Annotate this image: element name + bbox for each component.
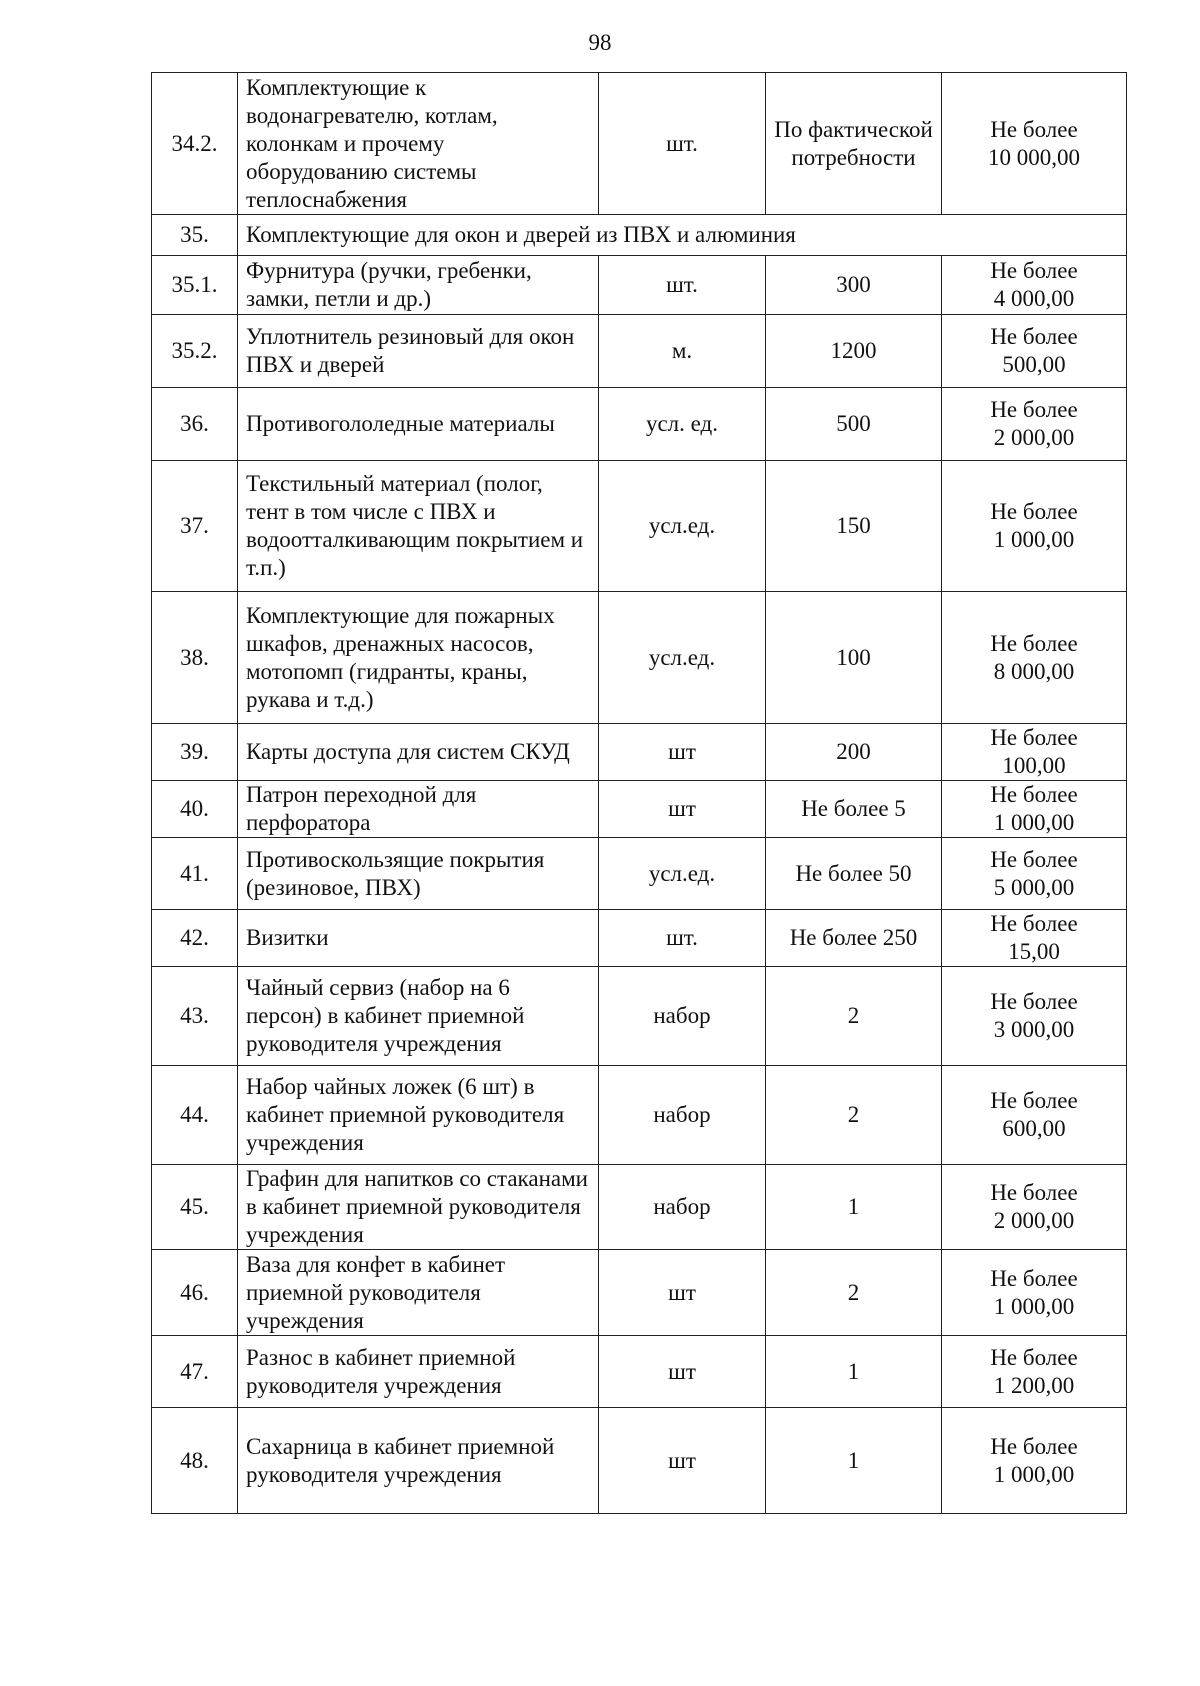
table-row [152,967,1127,1066]
price-prefix: Не более [990,782,1078,807]
price-value: 1 000,00 [993,810,1075,835]
price-value: 600,00 [1002,1116,1066,1141]
table-row [152,461,1127,592]
price-value: 1 000,00 [993,1293,1075,1319]
item-unit: шт [599,781,766,838]
item-unit: усл. ед. [599,388,766,461]
row-number: 38. [152,592,238,724]
price-value: 10 000,00 [988,144,1080,170]
item-unit: усл.ед. [599,838,766,910]
price-prefix: Не более [990,258,1078,283]
price-prefix: Не более [990,397,1078,422]
price-prefix: Не более [990,1344,1078,1370]
price-value: 500,00 [1002,352,1066,377]
price-value: 100,00 [1002,753,1066,778]
table-row [152,215,1127,256]
price-value: 5 000,00 [993,874,1075,900]
item-price [942,967,1127,1066]
price-value: 1 000,00 [993,527,1075,552]
price-prefix: Не более [990,1433,1078,1459]
item-price [942,315,1127,388]
items-table-body [152,73,1127,1514]
row-number: 36. [152,388,238,461]
row-number: 43. [152,967,238,1066]
item-unit: м. [599,315,766,388]
item-quantity: 2 [766,1250,942,1336]
price-prefix: Не более [990,324,1078,349]
item-unit: усл.ед. [599,461,766,592]
row-number: 44. [152,1066,238,1165]
item-name: Сахарница в кабинет приемной руководителя учреждения [238,1408,599,1514]
item-name: Текстильный материал (полог, тент в том числе с ПВХ и водоотталкивающим покрытием и т.п.) [238,461,599,592]
item-quantity: 500 [766,388,942,461]
table-row [152,1408,1127,1514]
price-prefix: Не более [990,846,1078,872]
item-unit: шт [599,1250,766,1336]
item-name: Противогололедные материалы [238,388,599,461]
table-row [152,781,1127,838]
item-quantity: 2 [766,1066,942,1165]
price-value: 3 000,00 [993,1017,1075,1042]
table-row [152,1066,1127,1165]
price-value: 1 200,00 [993,1372,1075,1398]
item-price [942,1408,1127,1514]
item-quantity: 1 [766,1408,942,1514]
item-unit: усл.ед. [599,592,766,724]
table-row [152,1336,1127,1408]
row-number: 35.2. [152,315,238,388]
item-quantity: 2 [766,967,942,1066]
item-quantity: 1 [766,1165,942,1250]
item-price [942,838,1127,910]
table-row [152,388,1127,461]
table-row [152,1250,1127,1336]
section-title: Комплектующие для окон и дверей из ПВХ и алюминия [238,215,1127,256]
item-unit: шт. [599,73,766,215]
item-name: Карты доступа для систем СКУД [238,724,599,781]
table-row [152,73,1127,215]
item-price [942,73,1127,215]
item-quantity: Не более 5 [766,781,942,838]
price-value: 4 000,00 [993,286,1075,311]
table-row [152,910,1127,967]
item-unit: набор [599,1066,766,1165]
item-name: Противоскользящие покрытия (резиновое, ПВХ) [238,838,599,910]
row-number: 48. [152,1408,238,1514]
item-quantity: Не более 50 [766,838,942,910]
row-number: 35.1. [152,256,238,315]
item-quantity: По фактической потребности [766,73,942,215]
item-unit: шт [599,1336,766,1408]
row-number: 40. [152,781,238,838]
price-value: 15,00 [1008,939,1060,964]
item-name: Уплотнитель резиновый для окон ПВХ и дверей [238,315,599,388]
item-quantity: 1 [766,1336,942,1408]
item-price [942,781,1127,838]
price-prefix: Не более [990,1265,1078,1291]
item-quantity: Не более 250 [766,910,942,967]
table-row [152,256,1127,315]
row-number: 45. [152,1165,238,1250]
price-prefix: Не более [990,1180,1078,1205]
item-price [942,592,1127,724]
item-unit: набор [599,1165,766,1250]
item-unit: шт. [599,910,766,967]
item-price [942,461,1127,592]
price-prefix: Не более [990,911,1078,936]
row-number: 42. [152,910,238,967]
price-prefix: Не более [990,725,1078,750]
item-price [942,1336,1127,1408]
item-unit: шт [599,724,766,781]
item-price [942,388,1127,461]
item-price [942,910,1127,967]
item-name: Визитки [238,910,599,967]
price-value: 2 000,00 [993,1208,1075,1233]
price-prefix: Не более [990,989,1078,1014]
item-quantity: 200 [766,724,942,781]
page-number: 98 [588,30,612,55]
row-number: 39. [152,724,238,781]
item-name: Чайный сервиз (набор на 6 персон) в кабинет приемной руководителя учреждения [238,967,599,1066]
row-number: 41. [152,838,238,910]
price-prefix: Не более [990,1088,1078,1113]
price-value: 2 000,00 [993,425,1075,450]
table-row [152,838,1127,910]
price-value: 8 000,00 [993,658,1075,684]
price-prefix: Не более [990,116,1078,142]
item-price [942,1165,1127,1250]
table-row [152,315,1127,388]
item-unit: шт [599,1408,766,1514]
item-quantity: 150 [766,461,942,592]
items-table [151,72,1127,1514]
item-name: Набор чайных ложек (6 шт) в кабинет приемной руководителя учреждения [238,1066,599,1165]
table-row [152,592,1127,724]
row-number: 46. [152,1250,238,1336]
item-unit: шт. [599,256,766,315]
item-quantity: 100 [766,592,942,724]
row-number: 34.2. [152,73,238,215]
row-number: 47. [152,1336,238,1408]
price-value: 1 000,00 [993,1461,1075,1487]
item-name: Фурнитура (ручки, гребенки, замки, петли и др.) [238,256,599,315]
row-number: 37. [152,461,238,592]
table-row [152,1165,1127,1250]
item-name: Ваза для конфет в кабинет приемной руководителя учреждения [238,1250,599,1336]
table-row [152,724,1127,781]
item-name: Патрон переходной для перфоратора [238,781,599,838]
item-name: Комплектующие к водонагревателю, котлам, колонкам и прочему оборудованию системы теплоснабжения [238,73,599,215]
item-price [942,1250,1127,1336]
item-price [942,724,1127,781]
item-name: Комплектующие для пожарных шкафов, дренажных насосов, мотопомп (гидранты, краны, рукава и т.д.) [238,592,599,724]
item-unit: набор [599,967,766,1066]
row-number: 35. [152,215,238,256]
item-name: Разнос в кабинет приемной руководителя учреждения [238,1336,599,1408]
item-quantity: 1200 [766,315,942,388]
item-quantity: 300 [766,256,942,315]
price-prefix: Не более [990,630,1078,656]
item-price [942,1066,1127,1165]
item-price [942,256,1127,315]
price-prefix: Не более [990,499,1078,524]
item-name: Графин для напитков со стаканами в кабинет приемной руководителя учреждения [238,1165,599,1250]
